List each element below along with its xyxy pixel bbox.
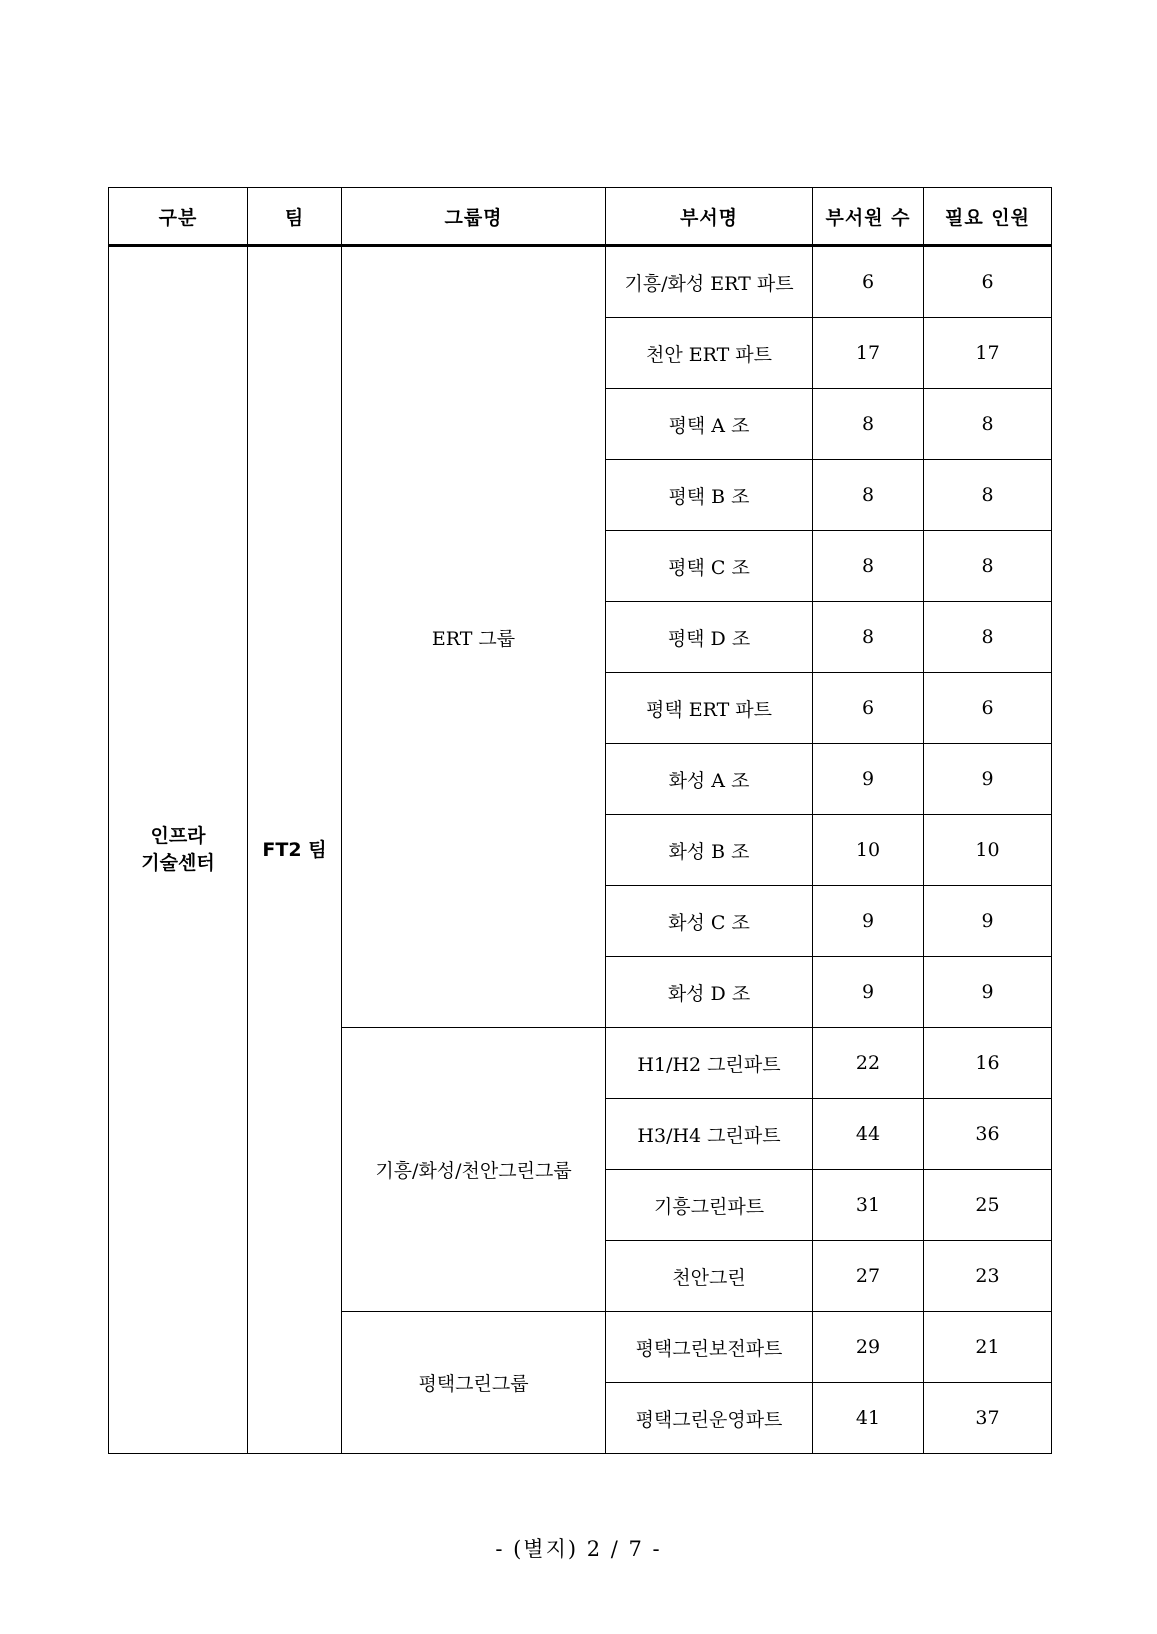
- members-cell: 9: [813, 957, 924, 1028]
- members-cell: 9: [813, 886, 924, 957]
- required-cell: 10: [924, 815, 1052, 886]
- division-cell: [109, 246, 248, 1454]
- department-cell: 화성 A 조: [606, 744, 813, 815]
- group-name-cell: ERT 그룹: [342, 246, 606, 1028]
- department-cell: 평택 C 조: [606, 531, 813, 602]
- department-cell: 천안 ERT 파트: [606, 318, 813, 389]
- required-cell: 37: [924, 1383, 1052, 1454]
- members-cell: 17: [813, 318, 924, 389]
- required-cell: 21: [924, 1312, 1052, 1383]
- required-cell: 9: [924, 886, 1052, 957]
- required-cell: 6: [924, 673, 1052, 744]
- required-cell: 17: [924, 318, 1052, 389]
- members-cell: 27: [813, 1241, 924, 1312]
- department-cell: 기흥/화성 ERT 파트: [606, 246, 813, 318]
- required-cell: 8: [924, 531, 1052, 602]
- required-cell: 25: [924, 1170, 1052, 1241]
- required-cell: 23: [924, 1241, 1052, 1312]
- department-cell: 화성 B 조: [606, 815, 813, 886]
- required-cell: 16: [924, 1028, 1052, 1099]
- members-cell: 8: [813, 460, 924, 531]
- members-cell: 44: [813, 1099, 924, 1170]
- header-department: 부서명: [606, 188, 813, 246]
- members-cell: 29: [813, 1312, 924, 1383]
- department-cell: 화성 D 조: [606, 957, 813, 1028]
- members-cell: 22: [813, 1028, 924, 1099]
- department-cell: 평택 A 조: [606, 389, 813, 460]
- team-cell: FT2 팀: [248, 246, 342, 1454]
- required-cell: 9: [924, 744, 1052, 815]
- members-cell: 10: [813, 815, 924, 886]
- department-cell: 평택 B 조: [606, 460, 813, 531]
- department-cell: 평택 D 조: [606, 602, 813, 673]
- members-cell: 31: [813, 1170, 924, 1241]
- department-cell: 평택그린운영파트: [606, 1383, 813, 1454]
- page-footer: - (별지) 2 / 7 -: [495, 1537, 662, 1561]
- header-group: 그룹명: [342, 188, 606, 246]
- required-cell: 8: [924, 602, 1052, 673]
- table-body: [109, 246, 1052, 1454]
- required-cell: 36: [924, 1099, 1052, 1170]
- header-division: 구분: [109, 188, 248, 246]
- members-cell: 6: [813, 246, 924, 318]
- group-name-cell: 평택그린그룹: [342, 1312, 606, 1454]
- division-label: 인프라: [150, 825, 206, 847]
- members-cell: 8: [813, 531, 924, 602]
- members-cell: 8: [813, 602, 924, 673]
- required-cell: 8: [924, 389, 1052, 460]
- members-cell: 8: [813, 389, 924, 460]
- department-cell: 화성 C 조: [606, 886, 813, 957]
- header-required: 필요 인원: [924, 188, 1052, 246]
- department-cell: H1/H2 그린파트: [606, 1028, 813, 1099]
- members-cell: 9: [813, 744, 924, 815]
- required-cell: 8: [924, 460, 1052, 531]
- division-label: 기술센터: [141, 852, 215, 874]
- required-cell: 9: [924, 957, 1052, 1028]
- header-row: [109, 188, 1052, 246]
- staff-table: [108, 187, 1052, 1454]
- required-cell: 6: [924, 246, 1052, 318]
- department-cell: 평택그린보전파트: [606, 1312, 813, 1383]
- members-cell: 6: [813, 673, 924, 744]
- department-cell: H3/H4 그린파트: [606, 1099, 813, 1170]
- department-cell: 천안그린: [606, 1241, 813, 1312]
- table-row: [109, 246, 1052, 318]
- members-cell: 41: [813, 1383, 924, 1454]
- department-cell: 평택 ERT 파트: [606, 673, 813, 744]
- department-cell: 기흥그린파트: [606, 1170, 813, 1241]
- group-name-cell: 기흥/화성/천안그린그룹: [342, 1028, 606, 1312]
- header-members: 부서원 수: [813, 188, 924, 246]
- header-team: 팀: [248, 188, 342, 246]
